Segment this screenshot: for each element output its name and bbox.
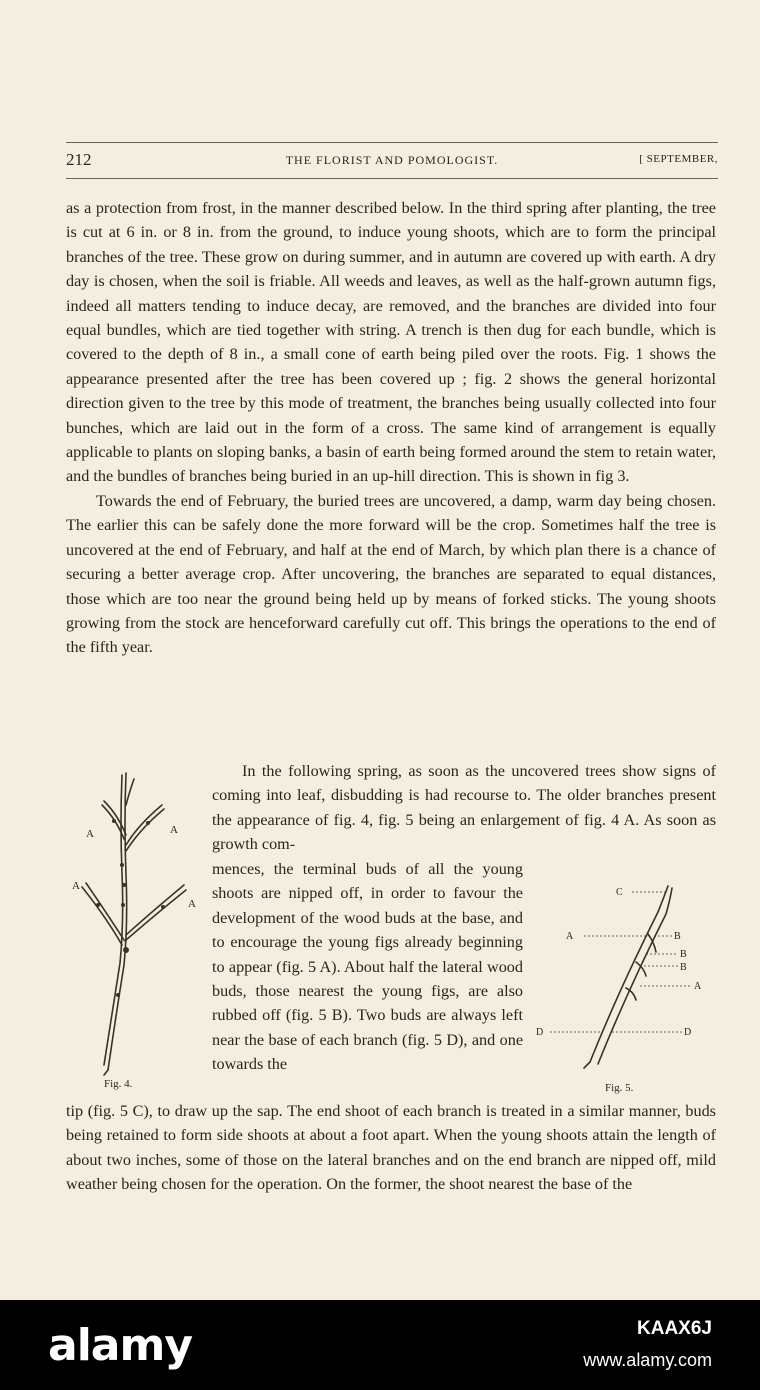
fig4-caption: Fig. 4. (104, 1078, 133, 1090)
bottom-text-block (66, 1099, 716, 1197)
fig4-label-a-3: A (72, 880, 80, 892)
paragraph-1: as a protection from frost, in the manner described below. In the third spring after planting, the tree is cut at 6 in. or 8 in. from the ground, to induce young shoots, which are to form the principal branches of the tree. These grow on during summer, and in autumn are covered up with earth. A dry day is chosen, when the soil is friable. All weeds and leaves, as well as the half-grown autumn figs, indeed all matters tending to induce decay, are removed, and the branches are divided into four equal bundles, which are tied together with string. A trench is then dug for each bundle, which is covered to the depth of 8 in., a small cone of earth being piled over the roots. Fig. 1 shows the appearance presented after the tree has been covered up ; fig. 2 shows the general horizontal direction given to the tree by this mode of treatment, the branches being usually collected into four bunches, which are laid out in the form of a cross. The same kind of arrangement is equally applicable to plants on sloping banks, a basin of earth being formed around the stem to retain water, and the bundles of branches being buried in an up-hill direction. This is shown in fig 3. (66, 199, 716, 486)
image-id: KAAX6J (637, 1318, 712, 1339)
fig5-shoot-illustration (528, 872, 716, 1082)
fig5-label-d-left: D (536, 1027, 544, 1038)
fig4-branch-illustration (68, 765, 202, 1080)
header-rule (66, 178, 718, 179)
fig5-label-c: C (616, 887, 623, 898)
fig5-caption: Fig. 5. (605, 1082, 634, 1094)
paragraph-2: Towards the end of February, the buried trees are uncovered, a damp, warm day being chosen. The earlier this can be safely done the more forward will be the crop. Sometimes half the tree is uncovered at the end of February, and half at the end of March, by which plan there is a chance of securing a better average crop. After uncovering, the branches are separated to equal distances, those which are too near the ground being held up by means of forked sticks. The young shoots growing from the stock are henceforward carefully cut off. This brings the operations to the end of the fifth year. (66, 491, 716, 657)
watermark-url: www.alamy.com (583, 1350, 712, 1370)
running-title: THE FLORIST AND POMOLOGIST. (285, 153, 499, 167)
fig5-label-b-1: B (674, 931, 681, 942)
page-number: 212 (66, 150, 92, 169)
paragraph-3-start: In the following spring, as soon as the uncovered trees show signs of coming into leaf, disbudding is had recourse to. The older branches present the appearance of fig. 4, fig. 5 being an enlargement of fig. 4 A. As soon as growth com- (212, 762, 716, 854)
running-month: [ SEPTEMBER, (639, 153, 718, 165)
alamy-logo: alamy (48, 1320, 192, 1371)
watermark-banner (0, 1300, 760, 1390)
fig5-label-a-right: A (694, 981, 702, 992)
fig5-label-b-3: B (680, 962, 687, 973)
running-head (66, 150, 718, 174)
fig5-label-d-right: D (684, 1027, 692, 1038)
fig4-label-a-1: A (86, 828, 94, 840)
paragraph-3-middle: mences, the terminal buds of all the young shoots are nipped off, in order to favour the development of the wood buds at the base, and to encourage the young figs already beginning to appear (fig. 5 A). About half the lateral wood buds, those nearest the young figs, are also rubbed off (fig. 5 B). Two buds are always left near the base of each branch (fig. 5 D), and one towards the (212, 860, 523, 1074)
fig4-label-a-4: A (188, 898, 196, 910)
fig4-label-a-2: A (170, 824, 178, 836)
top-text-block (66, 196, 716, 660)
wrap-text-wide (212, 759, 716, 857)
paragraph-3-end: tip (fig. 5 C), to draw up the sap. The end shoot of each branch is treated in a similar manner, buds being retained to form side shoots at about a foot apart. When the young shoots attain the length of about two inches, some of those on the lateral branches and on the end branch are nipped off, mild weather being chosen for the operation. On the former, the shoot nearest the base of the (66, 1102, 716, 1194)
fig5-label-a-left: A (566, 931, 574, 942)
top-rule (66, 142, 718, 143)
fig5-label-b-2: B (680, 949, 687, 960)
wrap-text-narrow (212, 857, 523, 1077)
